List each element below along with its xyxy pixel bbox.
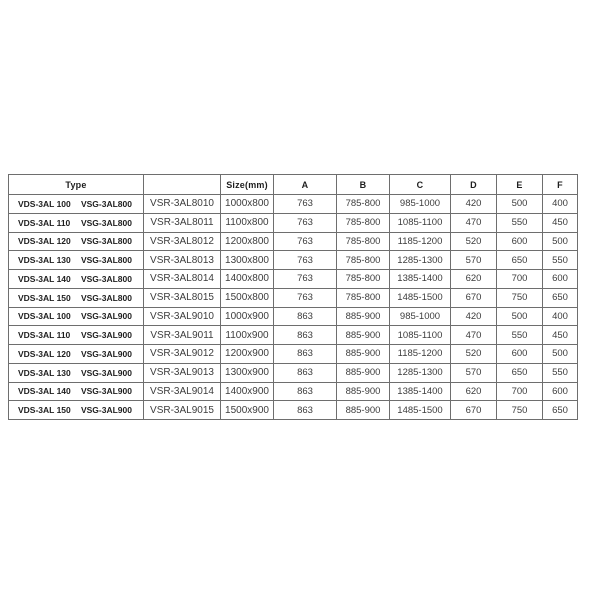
header-a: A: [274, 175, 337, 195]
col-b-cell: 885-900: [337, 326, 390, 345]
col-f-cell: 550: [543, 251, 578, 270]
spec-table: [8, 174, 578, 420]
vsg-type-label: VSG-3AL900: [80, 311, 132, 322]
table-row: [9, 195, 578, 214]
col-c-cell: 985-1000: [390, 195, 451, 214]
col-b-cell: 785-800: [337, 232, 390, 251]
col-a-cell: 763: [274, 270, 337, 289]
type-cell: [9, 363, 144, 382]
col-b-cell: 785-800: [337, 213, 390, 232]
col-d-cell: 620: [451, 382, 497, 401]
col-f-cell: 650: [543, 288, 578, 307]
col-d-cell: 470: [451, 326, 497, 345]
col-a-cell: 863: [274, 401, 337, 420]
table-row: [9, 326, 578, 345]
col-b-cell: 785-800: [337, 270, 390, 289]
col-c-cell: 1285-1300: [390, 363, 451, 382]
vsg-type-label: VSG-3AL900: [80, 367, 132, 378]
vsg-type-label: VSG-3AL900: [80, 330, 132, 341]
col-e-cell: 600: [497, 232, 543, 251]
type-cell: [9, 232, 144, 251]
col-d-cell: 520: [451, 232, 497, 251]
vds-type-label: VDS-3AL 130: [18, 367, 71, 378]
vds-type-label: VDS-3AL 150: [18, 292, 71, 303]
col-a-cell: 763: [274, 195, 337, 214]
col-f-cell: 550: [543, 363, 578, 382]
col-d-cell: 420: [451, 307, 497, 326]
col-d-cell: 520: [451, 345, 497, 364]
size-cell: 1100x900: [221, 326, 274, 345]
col-c-cell: 1485-1500: [390, 401, 451, 420]
col-d-cell: 670: [451, 288, 497, 307]
col-e-cell: 750: [497, 401, 543, 420]
table-row: [9, 288, 578, 307]
header-b: B: [337, 175, 390, 195]
col-b-cell: 885-900: [337, 307, 390, 326]
table-header: [9, 175, 578, 195]
vsg-type-label: VSG-3AL900: [80, 348, 132, 359]
model-cell: VSR-3AL8015: [144, 288, 221, 307]
col-c-cell: 1485-1500: [390, 288, 451, 307]
col-b-cell: 785-800: [337, 251, 390, 270]
size-cell: 1400x800: [221, 270, 274, 289]
vds-type-label: VDS-3AL 140: [18, 386, 71, 397]
vsg-type-label: VSG-3AL900: [80, 386, 132, 397]
table-row: [9, 345, 578, 364]
vds-type-label: VDS-3AL 130: [18, 255, 71, 266]
col-e-cell: 500: [497, 195, 543, 214]
model-cell: VSR-3AL9011: [144, 326, 221, 345]
vsg-type-label: VSG-3AL800: [80, 273, 132, 284]
col-e-cell: 500: [497, 307, 543, 326]
col-c-cell: 1185-1200: [390, 345, 451, 364]
col-e-cell: 600: [497, 345, 543, 364]
col-f-cell: 450: [543, 213, 578, 232]
col-f-cell: 650: [543, 401, 578, 420]
header-f: F: [543, 175, 578, 195]
col-c-cell: 1285-1300: [390, 251, 451, 270]
col-e-cell: 550: [497, 326, 543, 345]
vsg-type-label: VSG-3AL800: [80, 255, 132, 266]
size-cell: 1500x800: [221, 288, 274, 307]
model-cell: VSR-3AL8011: [144, 213, 221, 232]
size-cell: 1200x800: [221, 232, 274, 251]
col-a-cell: 763: [274, 213, 337, 232]
size-cell: 1300x900: [221, 363, 274, 382]
vsg-type-label: VSG-3AL900: [80, 405, 132, 416]
col-d-cell: 470: [451, 213, 497, 232]
size-cell: 1400x900: [221, 382, 274, 401]
col-e-cell: 700: [497, 382, 543, 401]
model-cell: VSR-3AL8013: [144, 251, 221, 270]
col-a-cell: 863: [274, 382, 337, 401]
col-e-cell: 650: [497, 363, 543, 382]
col-f-cell: 450: [543, 326, 578, 345]
type-cell: [9, 401, 144, 420]
header-size: Size(mm): [221, 175, 274, 195]
col-e-cell: 650: [497, 251, 543, 270]
col-b-cell: 785-800: [337, 288, 390, 307]
col-b-cell: 885-900: [337, 382, 390, 401]
size-cell: 1100x800: [221, 213, 274, 232]
header-d: D: [451, 175, 497, 195]
col-c-cell: 1385-1400: [390, 382, 451, 401]
model-cell: VSR-3AL8014: [144, 270, 221, 289]
col-e-cell: 700: [497, 270, 543, 289]
col-e-cell: 550: [497, 213, 543, 232]
table-row: [9, 251, 578, 270]
type-cell: [9, 307, 144, 326]
table-row: [9, 401, 578, 420]
col-a-cell: 863: [274, 363, 337, 382]
col-f-cell: 600: [543, 270, 578, 289]
col-d-cell: 570: [451, 251, 497, 270]
type-cell: [9, 326, 144, 345]
table-row: [9, 213, 578, 232]
type-cell: [9, 345, 144, 364]
table-row: [9, 382, 578, 401]
model-cell: VSR-3AL8010: [144, 195, 221, 214]
size-cell: 1300x800: [221, 251, 274, 270]
col-b-cell: 885-900: [337, 345, 390, 364]
col-f-cell: 500: [543, 345, 578, 364]
type-cell: [9, 213, 144, 232]
table-row: [9, 232, 578, 251]
vds-type-label: VDS-3AL 100: [18, 198, 71, 209]
model-cell: VSR-3AL9014: [144, 382, 221, 401]
type-cell: [9, 270, 144, 289]
col-f-cell: 600: [543, 382, 578, 401]
col-f-cell: 500: [543, 232, 578, 251]
vsg-type-label: VSG-3AL800: [80, 292, 132, 303]
size-cell: 1500x900: [221, 401, 274, 420]
col-d-cell: 620: [451, 270, 497, 289]
size-cell: 1000x900: [221, 307, 274, 326]
col-d-cell: 570: [451, 363, 497, 382]
type-cell: [9, 251, 144, 270]
table-row: [9, 307, 578, 326]
vsg-type-label: VSG-3AL800: [80, 198, 132, 209]
col-b-cell: 885-900: [337, 401, 390, 420]
header-c: C: [390, 175, 451, 195]
table-body: [9, 195, 578, 420]
vds-type-label: VDS-3AL 120: [18, 348, 71, 359]
col-a-cell: 763: [274, 232, 337, 251]
col-b-cell: 885-900: [337, 363, 390, 382]
type-cell: [9, 382, 144, 401]
model-cell: VSR-3AL9013: [144, 363, 221, 382]
col-a-cell: 763: [274, 251, 337, 270]
vds-type-label: VDS-3AL 140: [18, 273, 71, 284]
col-d-cell: 420: [451, 195, 497, 214]
col-c-cell: 1085-1100: [390, 213, 451, 232]
size-cell: 1200x900: [221, 345, 274, 364]
col-c-cell: 1185-1200: [390, 232, 451, 251]
type-cell: [9, 288, 144, 307]
col-a-cell: 763: [274, 288, 337, 307]
col-a-cell: 863: [274, 345, 337, 364]
model-cell: VSR-3AL9015: [144, 401, 221, 420]
col-e-cell: 750: [497, 288, 543, 307]
col-d-cell: 670: [451, 401, 497, 420]
header-model: [144, 175, 221, 195]
col-a-cell: 863: [274, 326, 337, 345]
vds-type-label: VDS-3AL 110: [18, 330, 71, 341]
model-cell: VSR-3AL9010: [144, 307, 221, 326]
vds-type-label: VDS-3AL 120: [18, 236, 71, 247]
model-cell: VSR-3AL9012: [144, 345, 221, 364]
model-cell: VSR-3AL8012: [144, 232, 221, 251]
col-c-cell: 1085-1100: [390, 326, 451, 345]
col-c-cell: 985-1000: [390, 307, 451, 326]
vsg-type-label: VSG-3AL800: [80, 236, 132, 247]
vsg-type-label: VSG-3AL800: [80, 217, 132, 228]
header-type: Type: [9, 175, 144, 195]
table-row: [9, 363, 578, 382]
vds-type-label: VDS-3AL 110: [18, 217, 71, 228]
col-a-cell: 863: [274, 307, 337, 326]
type-cell: [9, 195, 144, 214]
col-f-cell: 400: [543, 195, 578, 214]
header-row: [9, 175, 578, 195]
vds-type-label: VDS-3AL 100: [18, 311, 71, 322]
col-f-cell: 400: [543, 307, 578, 326]
vds-type-label: VDS-3AL 150: [18, 405, 71, 416]
col-c-cell: 1385-1400: [390, 270, 451, 289]
header-e: E: [497, 175, 543, 195]
size-cell: 1000x800: [221, 195, 274, 214]
table-row: [9, 270, 578, 289]
col-b-cell: 785-800: [337, 195, 390, 214]
